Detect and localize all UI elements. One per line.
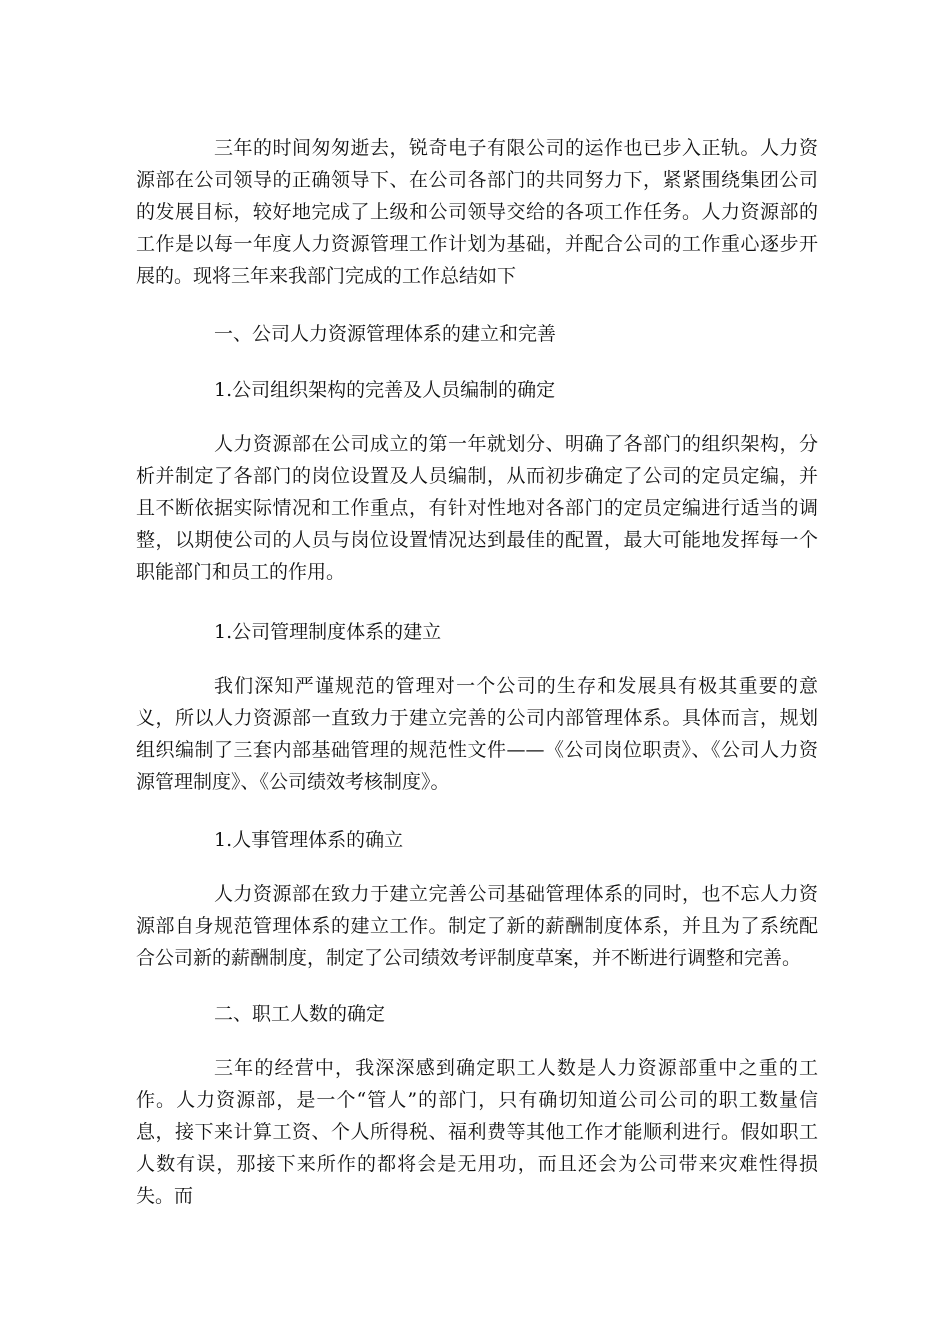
- management-system-paragraph: 我们深知严谨规范的管理对一个公司的生存和发展具有极其重要的意义，所以人力资源部一直致力于建立完善的公司内部管理体系。具体而言，规划组织编制了三套内部基础管理的规范性文件——《公司岗位职责》、《公司人力资源管理制度》、《公司绩效考核制度》。: [136, 675, 818, 793]
- section-heading-1: 一、公司人力资源管理体系的建立和完善: [214, 323, 557, 345]
- subsection-heading-management-system: 1.公司管理制度体系的建立: [214, 621, 442, 643]
- section-heading-2: 二、职工人数的确定: [214, 1003, 386, 1025]
- headcount-paragraph: 三年的经营中，我深深感到确定职工人数是人力资源部重中之重的工作。人力资源部，是一个“管人”的部门，只有确切知道公司公司的职工数量信息，接下来计算工资、个人所得税、福利费等其他工作才能顺利进行。假如职工人数有误，那接下来所作的都将会是无用功，而且还会为公司带来灾难性得损失。而: [136, 1057, 818, 1207]
- hr-system-paragraph: 人力资源部在致力于建立完善公司基础管理体系的同时，也不忘人力资源部自身规范管理体系的建立工作。制定了新的薪酬制度体系，并且为了系统配合公司新的薪酬制度，制定了公司绩效考评制度草案，并不断进行调整和完善。: [136, 883, 818, 969]
- intro-paragraph: 三年的时间匆匆逝去，锐奇电子有限公司的运作也已步入正轨。人力资源部在公司领导的正确领导下、在公司各部门的共同努力下，紧紧围绕集团公司的发展目标，较好地完成了上级和公司领导交给的各项工作任务。人力资源部的工作是以每一年度人力资源管理工作计划为基础，并配合公司的工作重心逐步开展的。现将三年来我部门完成的工作总结如下: [136, 137, 818, 287]
- subsection-heading-org-structure: 1.公司组织架构的完善及人员编制的确定: [214, 379, 556, 401]
- org-structure-paragraph: 人力资源部在公司成立的第一年就划分、明确了各部门的组织架构，分析并制定了各部门的岗位设置及人员编制，从而初步确定了公司的定员定编，并且不断依据实际情况和工作重点，有针对性地对各部门的定员定编进行适当的调整，以期使公司的人员与岗位设置情况达到最佳的配置，最大可能地发挥每一个职能部门和员工的作用。: [136, 433, 818, 583]
- subsection-heading-hr-system: 1.人事管理体系的确立: [214, 829, 404, 851]
